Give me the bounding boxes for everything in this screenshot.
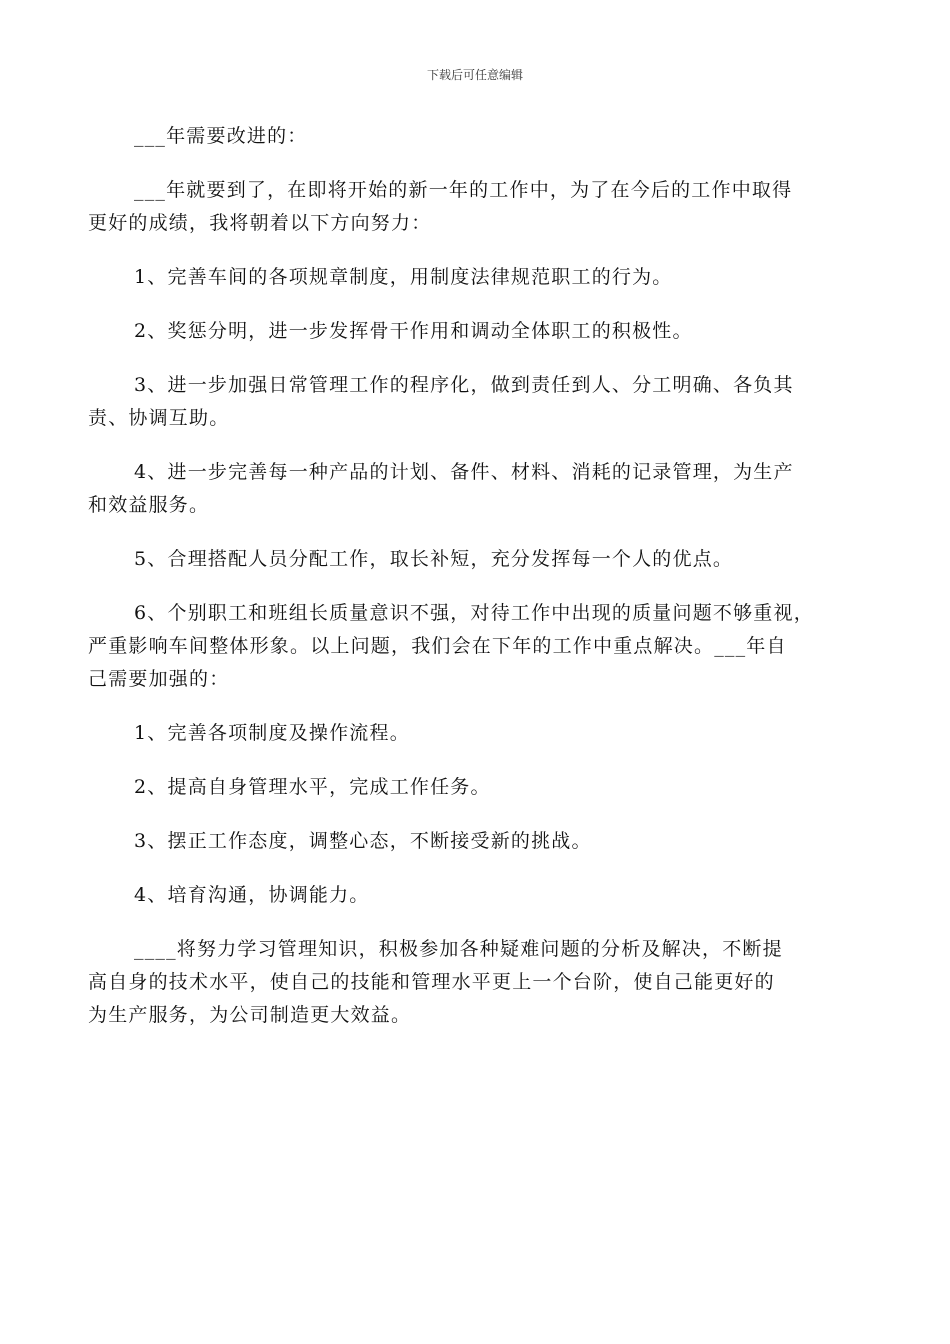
page-header: 下载后可任意编辑	[426, 68, 523, 82]
paragraph-line: 3、进一步加强日常管理工作的程序化，做到责任到人、分工明确、各负其	[134, 374, 794, 396]
paragraph	[88, 120, 864, 153]
paragraph-line: 1、完善车间的各项规章制度，用制度法律规范职工的行为。	[134, 266, 673, 288]
paragraph-line: 高自身的技术水平，使自己的技能和管理水平更上一个台阶，使自己能更好的	[88, 971, 775, 993]
paragraph	[88, 174, 864, 240]
paragraph-line: 为生产服务，为公司制造更大效益。	[88, 1004, 412, 1026]
paragraph-line: ___年就要到了，在即将开始的新一年的工作中，为了在今后的工作中取得	[134, 179, 793, 201]
paragraph	[88, 879, 864, 912]
paragraph-line: 和效益服务。	[88, 494, 210, 516]
paragraph-line: 6、个别职工和班组长质量意识不强，对待工作中出现的质量问题不够重视，	[134, 602, 814, 624]
paragraph-line: 4、进一步完善每一种产品的计划、备件、材料、消耗的记录管理，为生产	[134, 461, 794, 483]
paragraph	[88, 771, 864, 804]
paragraph-line: 2、提高自身管理水平，完成工作任务。	[134, 776, 491, 798]
paragraph-line: 4、培育沟通，协调能力。	[134, 884, 370, 906]
paragraph	[88, 933, 864, 1032]
paragraph-line: ____将努力学习管理知识，积极参加各种疑难问题的分析及解决，不断提	[134, 938, 783, 960]
paragraph-line: 严重影响车间整体形象。以上问题，我们会在下年的工作中重点解决。___年自	[88, 635, 787, 657]
paragraph-line: 1、完善各项制度及操作流程。	[134, 722, 410, 744]
paragraph	[88, 597, 864, 696]
paragraph-line: 更好的成绩，我将朝着以下方向努力：	[88, 212, 432, 234]
paragraph	[88, 456, 864, 522]
paragraph-line: 责、协调互助。	[88, 407, 230, 429]
paragraph	[88, 825, 864, 858]
paragraph	[88, 369, 864, 435]
paragraph-line: 2、奖惩分明，进一步发挥骨干作用和调动全体职工的积极性。	[134, 320, 693, 342]
paragraph	[88, 261, 864, 294]
paragraph	[88, 543, 864, 576]
paragraph-line: 5、合理搭配人员分配工作，取长补短，充分发挥每一个人的优点。	[134, 548, 734, 570]
paragraph-line: 己需要加强的：	[88, 668, 230, 690]
document-body	[88, 120, 864, 1053]
paragraph-line: 3、摆正工作态度，调整心态，不断接受新的挑战。	[134, 830, 592, 852]
paragraph	[88, 315, 864, 348]
paragraph	[88, 717, 864, 750]
paragraph-line: ___年需要改进的：	[134, 125, 308, 147]
